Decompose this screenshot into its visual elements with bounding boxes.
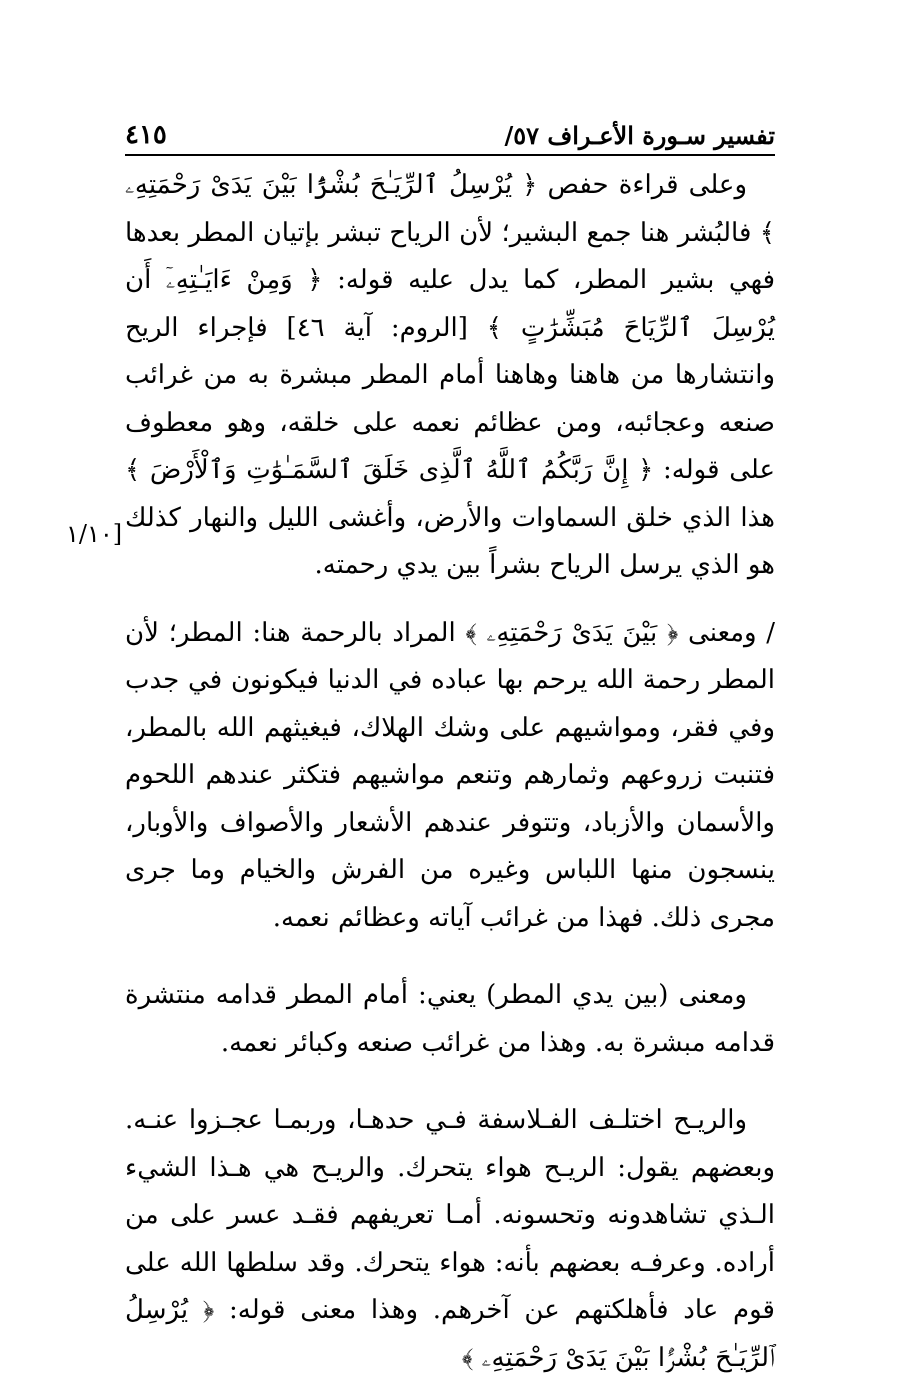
running-title: تفسير سـورة الأعـراف ٥٧/ [504,121,775,150]
paragraph-spacer [125,942,775,972]
page-header [125,110,775,150]
paragraph-spacer [125,590,775,610]
header-rule [125,154,775,156]
margin-reference: [١/١٠ [66,520,123,548]
paragraph-4: والريـح اختلـف الفـلاسفة فـي حدهـا، وربمـا عجـزوا عنـه. وبعضهم يقول: الريـح هواء يتحرك. والريـح هي هـذا الشيء الـذي تشاهدونه وتحسونه. أمـا تعريفهم فقـد عسر على من أراده. وعرفـه بعضهم بأنه: هواء يتحرك. وقد سلطها الله على قوم عاد فأهلكتهم عن آخرهم. وهذا معنى قوله: ﴿ يُرْسِلُ ٱلرِّيَـٰحَ بُشْرًۢا بَيْنَ يَدَىْ رَحْمَتِهِۦ ﴾ [125,1105,775,1373]
paragraph-1: وعلى قراءة حفص ﴿ يُرْسِلُ ٱلرِّيَـٰحَ بُشْرًۢا بَيْنَ يَدَىْ رَحْمَتِهِۦ ﴾ فالبُشر هنا جمع البشير؛ لأن الرياح تبشر بإتيان المطر بعدها فهي بشير المطر، كما يدل عليه قوله: ﴿ وَمِنْ ءَايَـٰتِهِۦٓ أَن يُرْسِلَ ٱلرِّيَاحَ مُبَشِّرَٰتٍ ﴾ [الروم: آية ٤٦] فإجراء الريح وانتشارها من هاهنا وهاهنا أمام المطر مبشرة به من غرائب صنعه وعجائبه، ومن عظائم نعمه على خلقه، وهو معطوف على قوله: ﴿ إِنَّ رَبَّكُمُ ٱللَّهُ ٱلَّذِى خَلَقَ ٱلسَّمَـٰوَٰتِ وَٱلْأَرْضَ ﴾ هذا الذي خلق السماوات والأرض، وأغشى الليل والنهار كذلك هو الذي يرسل الرياح بشراً بين يدي رحمته. [125,170,776,580]
paragraph-3: ومعنى (بين يدي المطر) يعني: أمام المطر قدامه منتشرة قدامه مبشرة به. وهذا من غرائب صنعه وكبائر نعمه. [125,980,775,1058]
paragraph-spacer [125,1067,775,1097]
page-number: ٤١٥ [125,120,167,150]
paragraph-2: / ومعنى ﴿ بَيْنَ يَدَىْ رَحْمَتِهِۦ ﴾ المراد بالرحمة هنا: المطر؛ لأن المطر رحمة الله يرحم بها عباده في الدنيا فيكونون في جدب وفي فقر، ومواشيهم على وشك الهلاك، فيغيثهم الله بالمطر، فتنبت زروعهم وثمارهم وتنعم مواشيهم فتكثر عندهم اللحوم والأسمان والأزباد، وتتوفر عندهم الأشعار والأصواف والأوبار، ينسجون منها اللباس وغيره من الفرش والخيام وما جرى مجرى ذلك. فهذا من غرائب آياته وعظائم نعمه. [125,617,775,933]
page-body [125,162,775,1382]
